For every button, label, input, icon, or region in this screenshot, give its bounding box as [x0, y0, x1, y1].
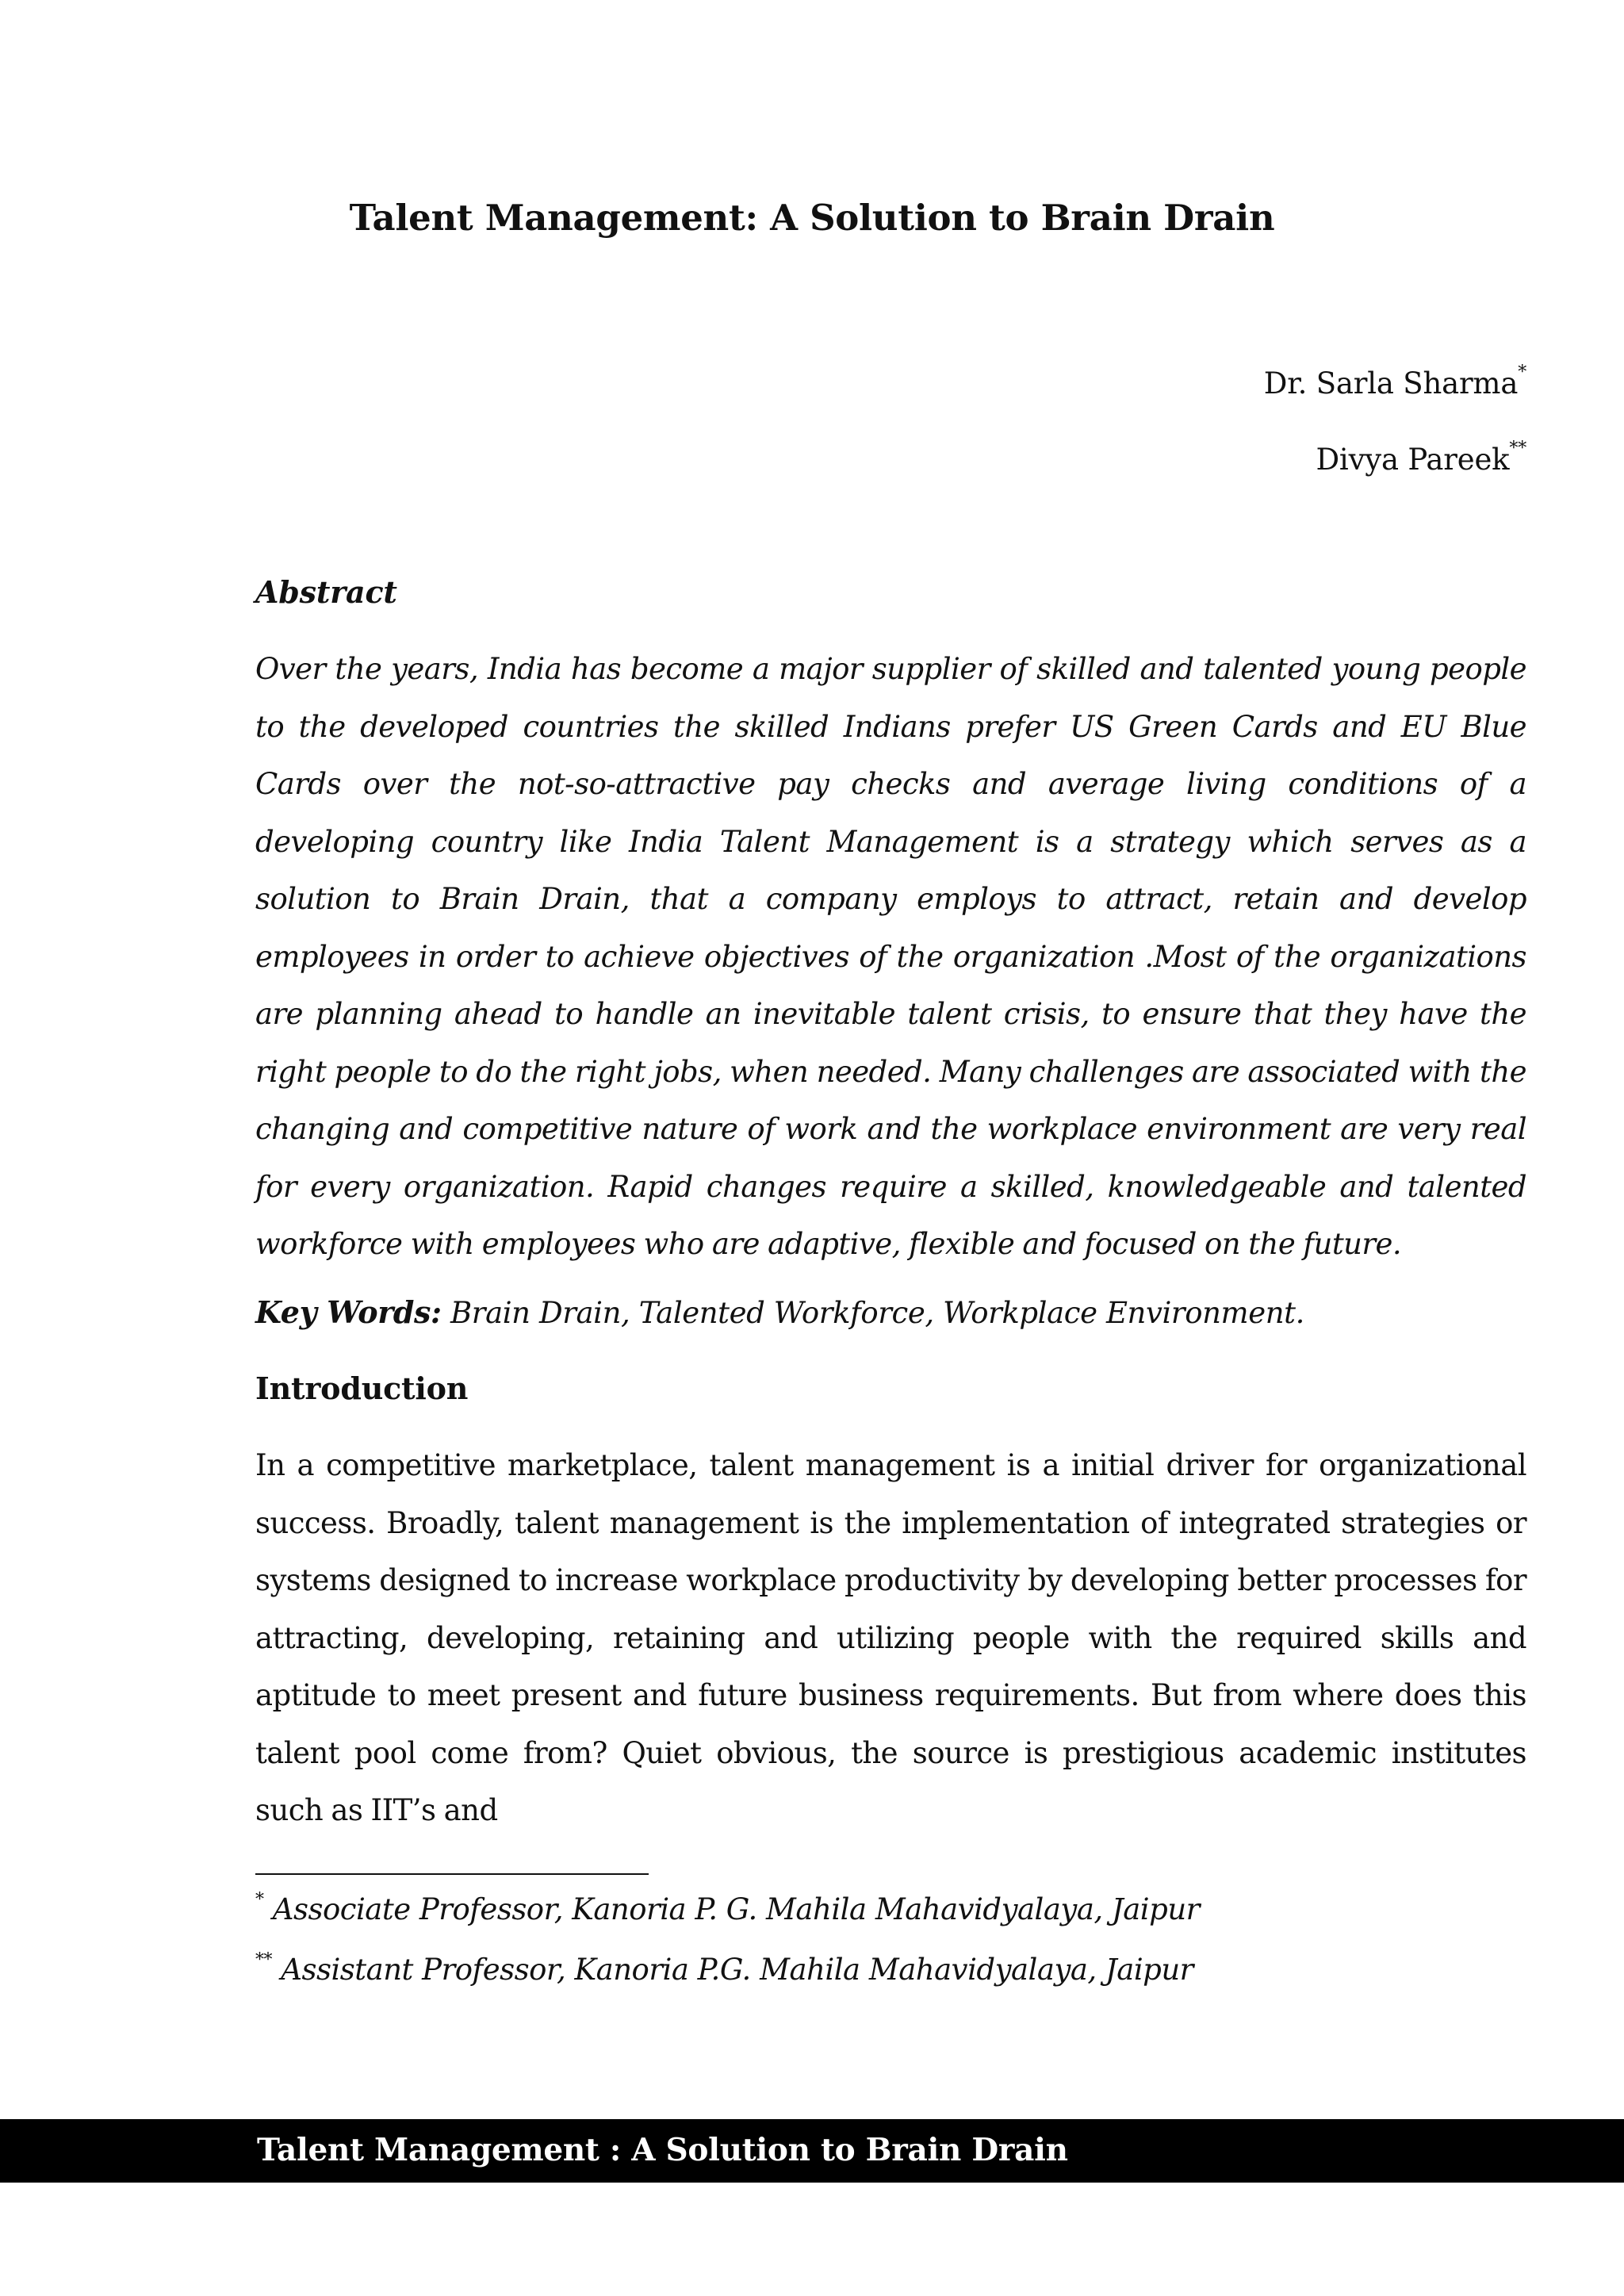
footnote-text: Assistant Professor, Kanoria P.G. Mahila Mahavidyalaya, Jaipur	[281, 1953, 1193, 1987]
keywords-text: Brain Drain, Talented Workforce, Workplace Environment.	[450, 1296, 1304, 1330]
footnote-text: Associate Professor, Kanoria P. G. Mahila Mahavidyalaya, Jaipur	[272, 1892, 1200, 1926]
author-name	[1263, 362, 1526, 401]
author-name-text: Dr. Sarla Sharma	[1263, 366, 1519, 401]
abstract-paragraph: Over the years, India has become a major supplier of skilled and talented young people to the developed countries the skilled Indians prefer US Green Cards and EU Blue Cards over the not-so-attractive pay checks and average living conditions of a developing country like India Talent Management is a strategy which serves as a solution to Brain Drain, that a company employs to attract, retain and develop employees in order to achieve objectives of the organization .Most of the organizations are planning ahead to handle an inevitable talent crisis, to ensure that they have the right people to do the right jobs, when needed. Many challenges are associated with the changing and competitive nature of work and the workplace environment are very real for every organization. Rapid changes require a skilled, knowledgeable and talented workforce with employees who are adaptive, flexible and focused on the future.	[255, 652, 1526, 1261]
author-name	[1316, 439, 1526, 477]
author-footnote-mark: *	[1518, 362, 1526, 382]
footnote-mark: **	[255, 1950, 272, 1970]
footer-title: Talent Management : A Solution to Brain Drain	[257, 2132, 1068, 2168]
keywords-label: Key Words:	[255, 1294, 442, 1330]
introduction-paragraph: In a competitive marketplace, talent management is a initial driver for organizational success. Broadly, talent management is the implementation of integrated strategies or systems designed to increase workplace productivity by developing better processes for attracting, developing, retaining and utilizing people with the required skills and aptitude to meet present and future business requirements. But from where does this talent pool come from? Quiet obvious, the source is prestigious academic institutes such as IIT’s and	[255, 1448, 1526, 1827]
author-footnote-mark: **	[1509, 439, 1526, 458]
abstract-heading: Abstract	[255, 574, 397, 610]
author-name-text: Divya Pareek	[1316, 443, 1510, 477]
introduction-heading: Introduction	[255, 1370, 469, 1406]
page-title: Talent Management: A Solution to Brain Drain	[349, 197, 1275, 239]
footer-bar	[0, 2119, 1624, 2183]
keywords-line	[255, 1294, 1526, 1330]
footnote	[255, 1950, 1193, 1987]
footnote-separator	[255, 1873, 649, 1875]
footnote-mark: *	[255, 1890, 264, 1910]
footnote	[255, 1892, 1200, 1926]
